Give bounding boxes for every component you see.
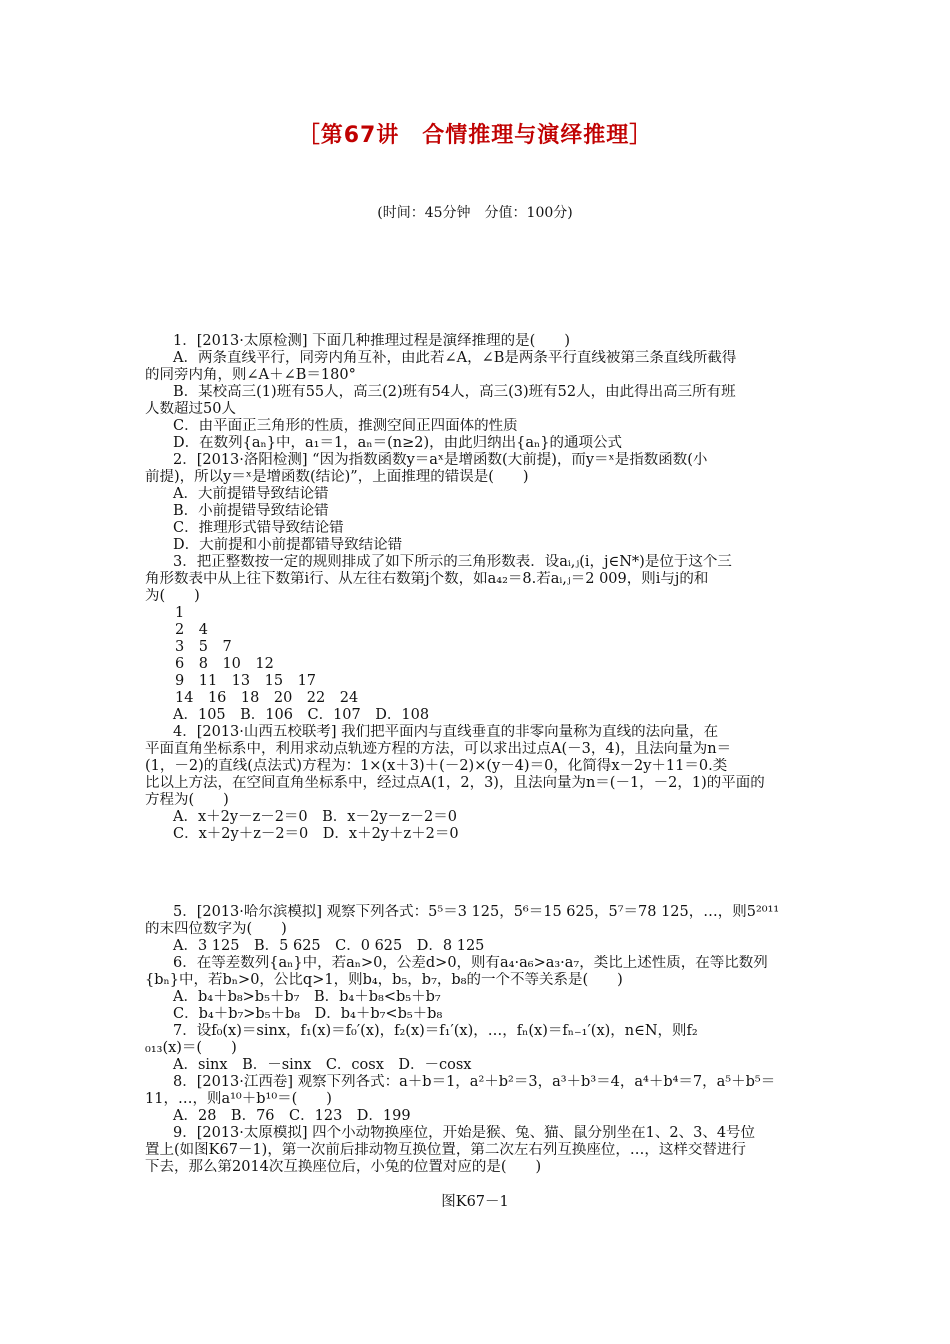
question-line: A．sinx B．－sinx C．cosx D．－cosx [173, 1057, 472, 1073]
question-line: 2．[2013·洛阳检测] “因为指数函数y＝aˣ是增函数(大前提)，而y＝ˣ是指数函数(小 [173, 452, 708, 468]
number-triangle [145, 605, 810, 707]
page-title: ［第67讲 合情推理与演绎推理］ [297, 123, 653, 148]
question-line: D．大前提和小前提都错导致结论错 [173, 537, 403, 553]
question-line: D．在数列{aₙ}中，a₁＝1，aₙ＝(n≥2)，由此归纳出{aₙ}的通项公式 [173, 435, 622, 451]
question-line: B．某校高三(1)班有55人，高三(2)班有54人，高三(3)班有52人，由此得出高三所有班 [173, 384, 736, 400]
question-line: 平面直角坐标系中，利用求动点轨迹方程的方法，可以求出过点A(－3，4)，且法向量为n＝ [145, 741, 732, 757]
exam-info: (时间：45分钟 分值：100分) [377, 205, 573, 221]
question-line: 11，…，则a¹⁰＋b¹⁰＝( ) [145, 1091, 332, 1107]
question-line: 8．[2013·江西卷] 观察下列各式：a＋b＝1，a²＋b²＝3，a³＋b³＝4，a⁴＋b⁴＝7，a⁵＋b⁵＝ [173, 1074, 776, 1090]
question-line: 为( ) [145, 588, 200, 604]
question-line: C．由平面正三角形的性质，推测空间正四面体的性质 [173, 418, 518, 434]
question-line: 比以上方法，在空间直角坐标系中，经过点A(1，2，3)，且法向量为n＝(－1，－2，1)的平面的 [145, 775, 765, 791]
triangle-row: 6 8 10 12 [175, 656, 274, 672]
question-line: 的同旁内角，则∠A＋∠B＝180° [145, 367, 356, 383]
question-line: A．两条直线平行，同旁内角互补，由此若∠A，∠B是两条平行直线被第三条直线所截得 [173, 350, 737, 366]
question-line: 人数超过50人 [145, 401, 236, 417]
questions-section-2 [145, 904, 810, 1176]
question-line: 7．设f₀(x)＝sinx，f₁(x)＝f₀′(x)，f₂(x)＝f₁′(x)，…，fₙ(x)＝fₙ₋₁′(x)，n∈N，则f₂ [173, 1023, 698, 1039]
question-line: A．28 B．76 C．123 D．199 [173, 1108, 411, 1124]
question-line: B．小前提错导致结论错 [173, 503, 329, 519]
triangle-row: 14 16 18 20 22 24 [175, 690, 359, 706]
question-line: A．b₄＋b₈>b₅＋b₇ B．b₄＋b₈<b₅＋b₇ [173, 989, 441, 1005]
question-line: C．x＋2y＋z－2＝0 D．x＋2y＋z＋2＝0 [173, 826, 459, 842]
question-line: 角形数表中从上往下数第i行、从左往右数第j个数，如a₄₂＝8.若aᵢ,ⱼ＝2 009，则i与j的和 [145, 571, 709, 587]
question-line: 9．[2013·太原模拟] 四个小动物换座位，开始是猴、兔、猫、鼠分别坐在1、2、3、4号位 [173, 1125, 756, 1141]
figure-caption: 图K67－1 [441, 1194, 509, 1210]
question-line: 4．[2013·山西五校联考] 我们把平面内与直线垂直的非零向量称为直线的法向量，在 [173, 724, 719, 740]
question-line: 下去，那么第2014次互换座位后，小兔的位置对应的是( ) [145, 1159, 542, 1175]
question-line: 置上(如图K67－1)，第一次前后排动物互换位置，第二次左右列互换座位，…，这样交替进行 [145, 1142, 746, 1158]
question-line: 方程为( ) [145, 792, 229, 808]
triangle-row: 1 [175, 605, 185, 621]
question-line: C．推理形式错导致结论错 [173, 520, 344, 536]
question-line: 1．[2013·太原检测] 下面几种推理过程是演绎推理的是( ) [173, 333, 570, 349]
question-line: 5．[2013·哈尔滨模拟] 观察下列各式：5⁵＝3 125，5⁶＝15 625，5⁷＝78 125，…，则5²⁰¹¹ [173, 904, 780, 920]
question-line: 3．把正整数按一定的规则排成了如下所示的三角形数表．设aᵢ,ⱼ(i，j∈N*)是位于这个三 [173, 554, 732, 570]
question-line: 6．在等差数列{aₙ}中，若aₙ>0，公差d>0，则有a₄·a₆>a₃·a₇，类比上述性质，在等比数列 [173, 955, 768, 971]
question-line: (1，－2)的直线(点法式)方程为：1×(x＋3)＋(－2)×(y－4)＝0，化简得x－2y＋11＝0.类 [145, 758, 728, 774]
question-line: A．x＋2y－z－2＝0 B．x－2y－z－2＝0 [173, 809, 457, 825]
question-line: A．大前提错导致结论错 [173, 486, 329, 502]
question-line: C．b₄＋b₇>b₅＋b₈ D．b₄＋b₇<b₅＋b₈ [173, 1006, 443, 1022]
question-line: 前提)，所以y＝ˣ是增函数(结论)”，上面推理的错误是( ) [145, 469, 529, 485]
question-line: ₀₁₃(x)＝( ) [145, 1040, 237, 1056]
triangle-row: 3 5 7 [175, 639, 232, 655]
triangle-row: 2 4 [175, 622, 208, 638]
questions-section-1 [145, 333, 810, 843]
question-line: A．3 125 B．5 625 C．0 625 D．8 125 [173, 938, 485, 954]
question-line: {bₙ}中，若bₙ>0，公比q>1，则b₄，b₅，b₇，b₈的一个不等关系是( ) [145, 972, 623, 988]
triangle-row: 9 11 13 15 17 [175, 673, 317, 689]
question-line: 的末四位数字为( ) [145, 921, 287, 937]
question-line: A．105 B．106 C．107 D．108 [173, 707, 430, 723]
